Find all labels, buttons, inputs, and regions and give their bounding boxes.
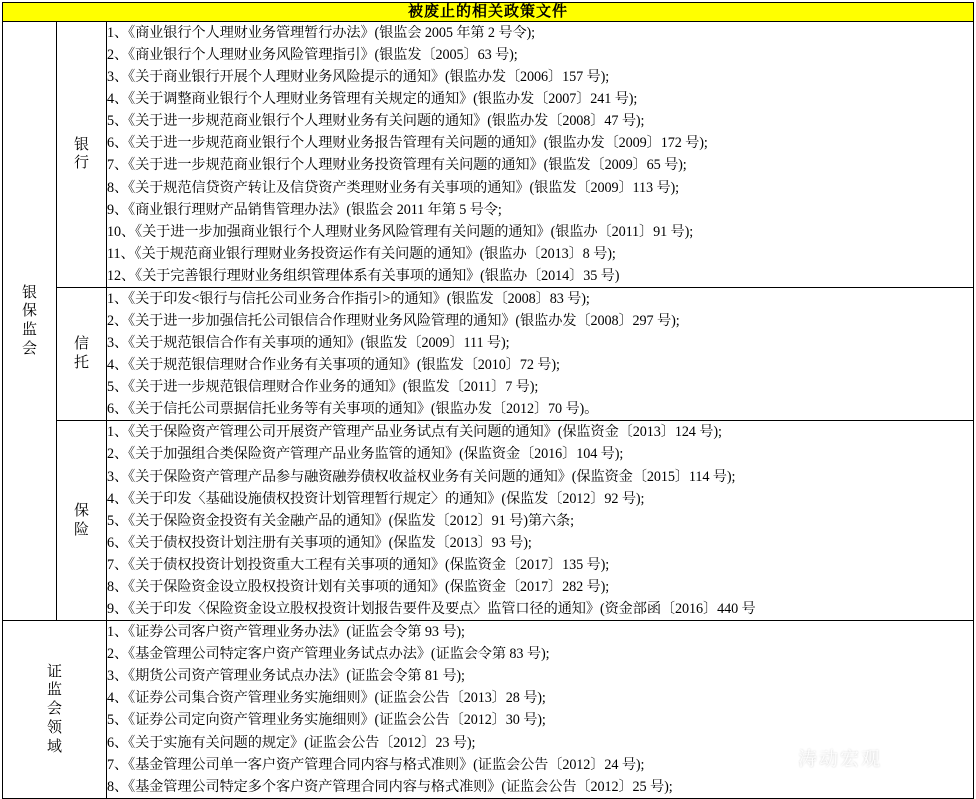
subgroup-label-insurance xyxy=(57,421,107,621)
group-label-text: 银保监会 xyxy=(21,284,37,357)
watermark-text: 涛动宏观 xyxy=(798,748,883,770)
list-item: 3、《关于商业银行开展个人理财业务风险提示的通知》(银监办发〔2006〕157 号); xyxy=(107,69,610,86)
policy-table xyxy=(2,2,974,799)
list-item: 6、《关于实施有关问题的规定》(证监会公告〔2012〕23 号); xyxy=(107,734,476,751)
list-item: 9、《关于印发〈保险资金设立股权投资计划报告要件及要点〉监管口径的通知》(资金部函〔2016〕440 号 xyxy=(107,601,756,618)
items-cell-trust xyxy=(107,287,974,420)
items-cell-csrc xyxy=(107,621,974,799)
list-item: 5、《关于进一步规范银信理财合作业务的通知》(银监发〔2011〕7 号); xyxy=(107,379,539,396)
table-row xyxy=(3,22,974,288)
item-list-csrc xyxy=(107,621,973,798)
list-item: 11、《关于规范商业银行理财业务投资运作有关问题的通知》(银监办〔2013〕8 号); xyxy=(107,245,616,262)
list-item: 3、《关于保险资产管理产品参与融资融券债权收益权业务有关问题的通知》(保监资金〔2015〕114 号); xyxy=(107,468,736,485)
group-label-csrc xyxy=(3,621,107,799)
list-item: 6、《关于进一步规范商业银行个人理财业务报告管理有关问题的通知》(银监办发〔2009〕172 号); xyxy=(107,135,708,152)
list-item: 1、《商业银行个人理财业务管理暂行办法》(银监会 2005 年第 2 号令); xyxy=(107,25,536,41)
group-label-text: 证监会领域 xyxy=(46,663,62,755)
group-label-bank-insurance xyxy=(3,22,57,621)
list-item: 6、《关于信托公司票据信托业务等有关事项的通知》(银监办发〔2012〕70 号)。 xyxy=(107,401,599,418)
table-title-row xyxy=(3,3,974,22)
list-item: 2、《基金管理公司特定客户资产管理业务试点办法》(证监会令第 83 号); xyxy=(107,646,550,663)
list-item: 6、《关于债权投资计划注册有关事项的通知》(保监发〔2013〕93 号); xyxy=(107,534,532,551)
subgroup-label-text: 保险 xyxy=(73,503,89,538)
item-list-bank xyxy=(107,22,973,287)
items-cell-bank xyxy=(107,22,974,288)
list-item: 2、《商业银行个人理财业务风险管理指引》(银监发〔2005〕63 号); xyxy=(107,47,518,64)
list-item: 7、《关于进一步规范商业银行个人理财业务投资管理有关问题的通知》(银监发〔2009〕65 号); xyxy=(107,157,687,174)
list-item: 7、《关于债权投资计划投资重大工程有关事项的通知》(保监资金〔2017〕135 号); xyxy=(107,556,610,573)
list-item: 9、《商业银行理财产品销售管理办法》(银监会 2011 年第 5 号令; xyxy=(107,201,502,218)
list-item: 4、《关于印发〈基础设施债权投资计划管理暂行规定〉的通知》(保监发〔2012〕92 号); xyxy=(107,490,645,507)
list-item: 5、《关于保险资金投资有关金融产品的通知》(保监发〔2012〕91 号)第六条; xyxy=(107,512,574,529)
document-page xyxy=(0,2,976,795)
list-item: 3、《关于规范银信合作有关事项的通知》(银监发〔2009〕111 号); xyxy=(107,335,510,352)
list-item: 7、《基金管理公司单一客户资产管理合同内容与格式准则》(证监会公告〔2012〕24 号); xyxy=(107,756,645,773)
subgroup-label-trust xyxy=(57,287,107,420)
list-item: 1、《关于印发<银行与信托公司业务合作指引>的通知》(银监发〔2008〕83 号); xyxy=(107,290,590,307)
list-item: 2、《关于进一步加强信托公司银信合作理财业务风险管理的通知》(银监办发〔2008〕297 号); xyxy=(107,313,680,330)
page-title: 被废止的相关政策文件 xyxy=(3,3,974,22)
table-row xyxy=(3,421,974,621)
list-item: 3、《期货公司资产管理业务试点办法》(证监会令第 81 号); xyxy=(107,668,465,685)
list-item: 4、《关于调整商业银行个人理财业务管理有关规定的通知》(银监办发〔2007〕241 号); xyxy=(107,91,638,108)
items-cell-insurance xyxy=(107,421,974,621)
subgroup-label-text: 银行 xyxy=(73,136,89,172)
list-item: 2、《关于加强组合类保险资产管理产品业务监管的通知》(保监资金〔2016〕104 号); xyxy=(107,446,624,463)
list-item: 5、《证券公司定向资产管理业务实施细则》(证监会公告〔2012〕30 号); xyxy=(107,712,546,729)
list-item: 8、《关于规范信贷资产转让及信贷资产类理财业务有关事项的通知》(银监发〔2009〕113 号); xyxy=(107,179,680,196)
list-item: 10、《关于进一步加强商业银行个人理财业务风险管理有关问题的通知》(银监办〔2011〕91 号); xyxy=(107,223,694,240)
table-row xyxy=(3,287,974,420)
list-item: 8、《基金管理公司特定多个客户资产管理合同内容与格式准则》(证监会公告〔2012〕25 号); xyxy=(107,778,673,795)
list-item: 5、《关于进一步规范商业银行个人理财业务有关问题的通知》(银监办发〔2008〕47 号); xyxy=(107,113,645,130)
list-item: 4、《证券公司集合资产管理业务实施细则》(证监会公告〔2013〕28 号); xyxy=(107,690,546,707)
item-list-insurance xyxy=(107,421,973,620)
list-item: 1、《证券公司客户资产管理业务办法》(证监会令第 93 号); xyxy=(107,624,465,641)
list-item: 8、《关于保险资金设立股权投资计划有关事项的通知》(保监资金〔2017〕282 号); xyxy=(107,578,610,595)
list-item: 12、《关于完善银行理财业务组织管理体系有关事项的通知》(银监办〔2014〕35 号) xyxy=(107,267,620,284)
item-list-trust xyxy=(107,288,973,420)
subgroup-label-bank xyxy=(57,22,107,288)
list-item: 1、《关于保险资产管理公司开展资产管理产品业务试点有关问题的通知》(保监资金〔2013〕124 号); xyxy=(107,424,722,441)
list-item: 4、《关于规范银信理财合作业务有关事项的通知》(银监发〔2010〕72 号); xyxy=(107,357,560,374)
table-row xyxy=(3,621,974,799)
subgroup-label-text: 信托 xyxy=(73,336,89,372)
